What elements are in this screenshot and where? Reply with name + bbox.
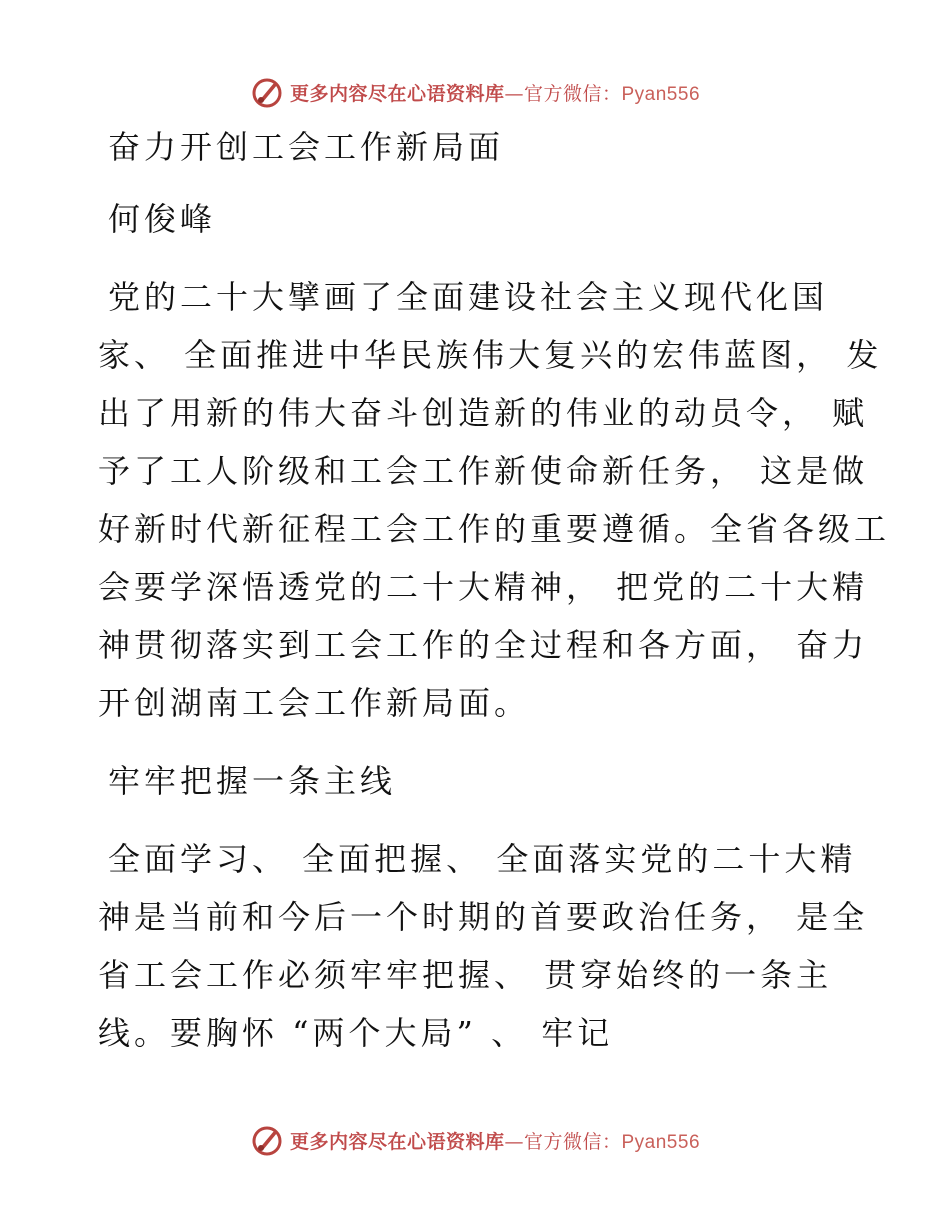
watermark-main-text: 更多内容尽在心语资料库	[289, 1130, 505, 1153]
document-title: 奋力开创工会工作新局面	[108, 128, 505, 166]
watermark-separator: —官方微信：	[504, 82, 622, 105]
section-heading: 牢牢把握一条主线	[108, 762, 397, 800]
paragraph-line: 会要学深悟透党的二十大精神， 把党的二十大精	[98, 568, 869, 606]
brush-circle-logo-icon	[250, 75, 284, 109]
paragraph-line: 开创湖南工会工作新局面。	[98, 684, 531, 722]
watermark-wechat-id: Pyan556	[621, 1131, 701, 1153]
document-body	[98, 118, 891, 1062]
document-author: 何俊峰	[108, 200, 217, 238]
paragraph-line: 省工会工作必须牢牢把握、 贯穿始终的一条主	[98, 956, 833, 994]
paragraph-1	[98, 268, 891, 732]
paragraph-line: 神贯彻落实到工会工作的全过程和各方面， 奋力	[98, 626, 869, 664]
watermark-text	[290, 1127, 700, 1154]
paragraph-line: 出了用新的伟大奋斗创造新的伟业的动员令， 赋	[98, 394, 869, 432]
paragraph-line: 家、 全面推进中华民族伟大复兴的宏伟蓝图， 发	[98, 336, 883, 374]
watermark-footer	[0, 1120, 950, 1160]
paragraph-line: 神是当前和今后一个时期的首要政治任务， 是全	[98, 898, 869, 936]
paragraph-line: 好新时代新征程工会工作的重要遵循。全省各级工	[98, 510, 891, 548]
paragraph-line: 线。要胸怀 “两个大局” 、 牢记	[98, 1014, 614, 1052]
watermark-wechat-id: Pyan556	[621, 83, 701, 105]
paragraph-2	[98, 830, 869, 1062]
watermark-header	[0, 72, 950, 112]
paragraph-line: 予了工人阶级和工会工作新使命新任务， 这是做	[98, 452, 869, 490]
watermark-text	[290, 79, 700, 106]
paragraph-line: 全面学习、 全面把握、 全面落实党的二十大精	[108, 840, 857, 878]
watermark-main-text: 更多内容尽在心语资料库	[289, 82, 505, 105]
brush-circle-logo-icon	[250, 1123, 284, 1157]
watermark-separator: —官方微信：	[504, 1130, 622, 1153]
paragraph-line: 党的二十大擘画了全面建设社会主义现代化国	[108, 278, 829, 316]
